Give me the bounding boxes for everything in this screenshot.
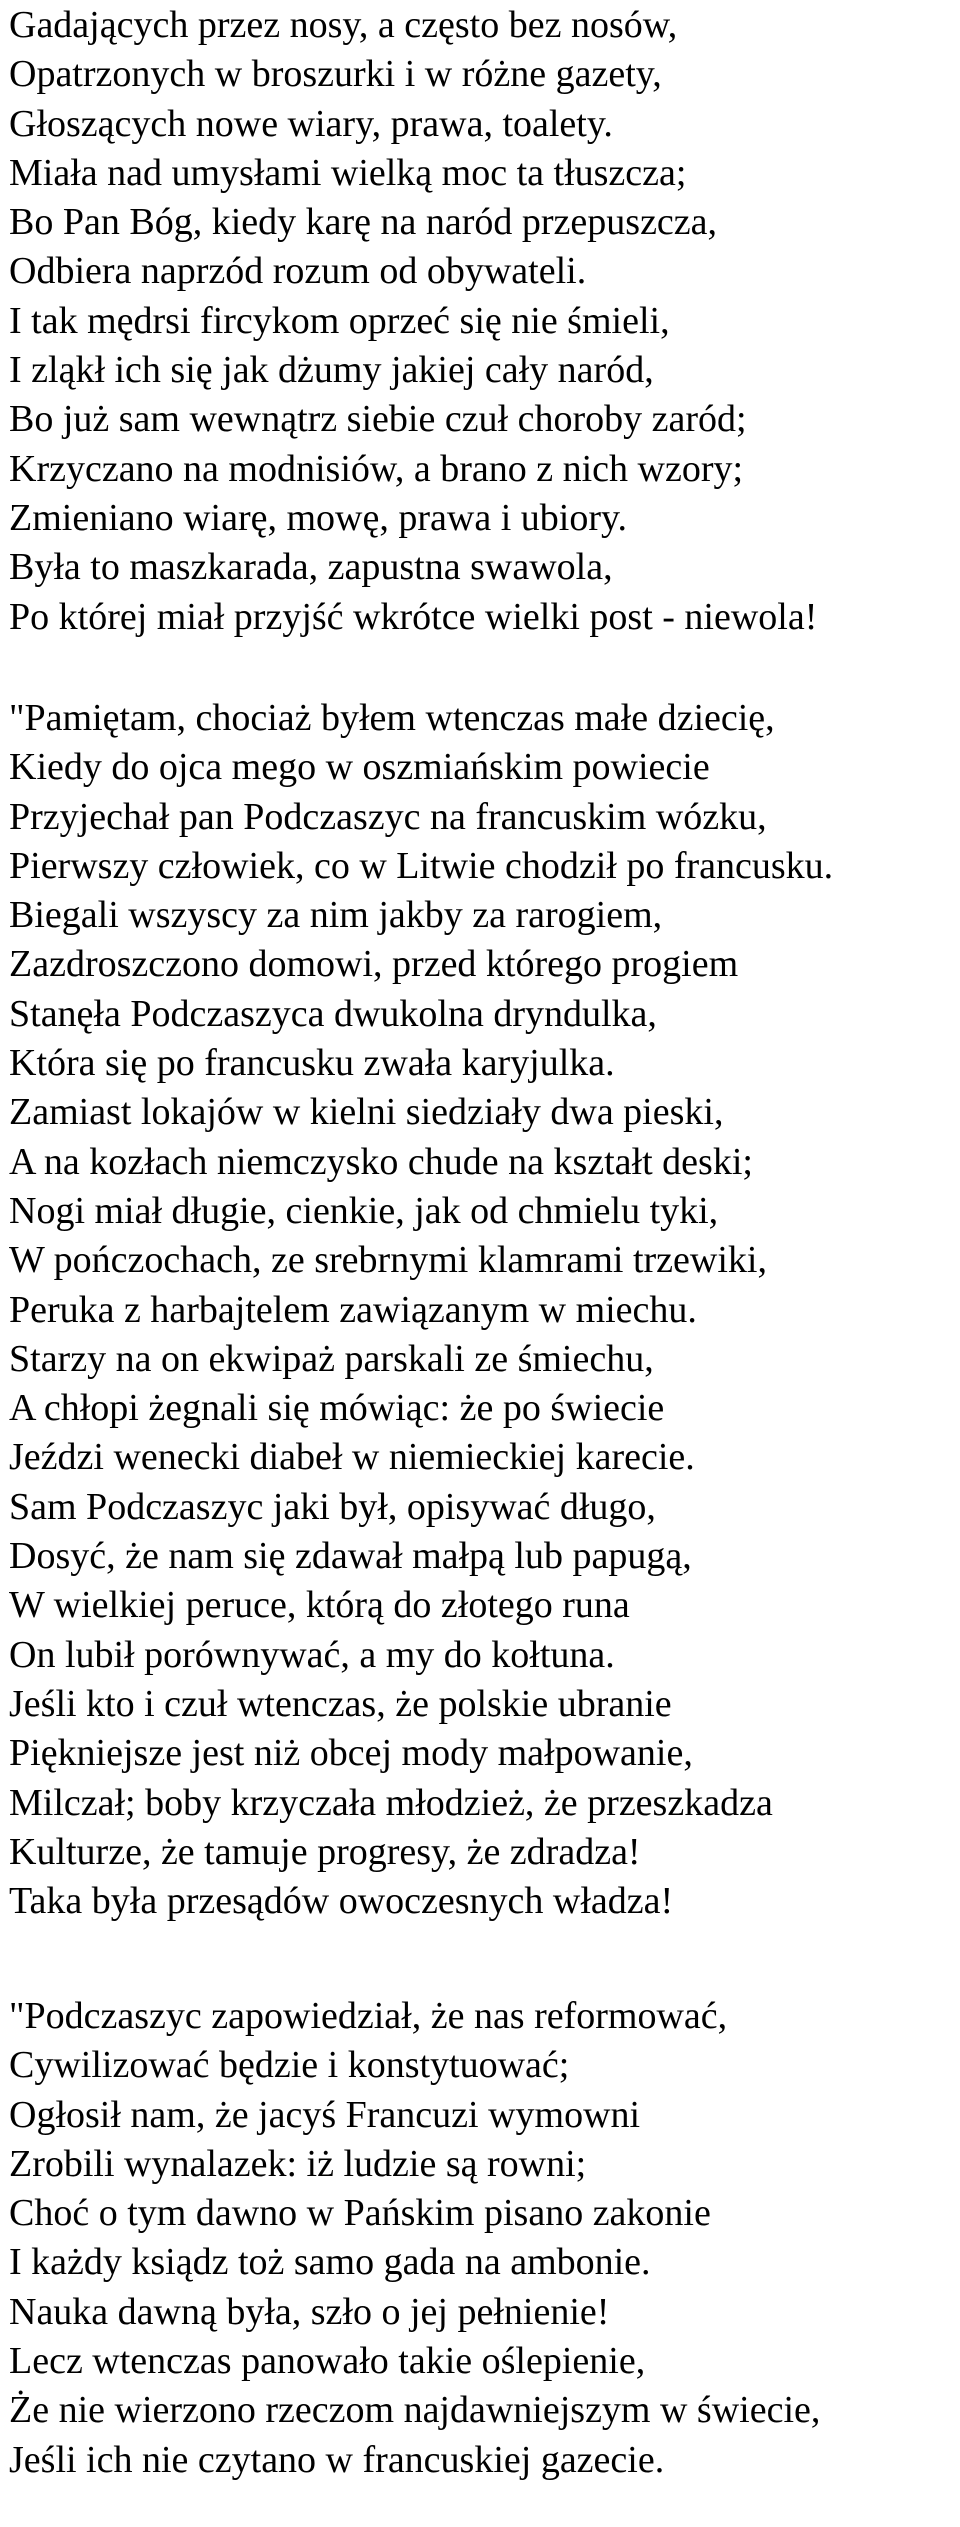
verse-line: Starzy na on ekwipaż parskali ze śmiechu,: [9, 1337, 654, 1380]
verse-line: Była to maszkarada, zapustna swawola,: [9, 546, 613, 589]
verse-line: Która się po francusku zwała karyjulka.: [9, 1042, 615, 1085]
verse-line: Milczał; boby krzyczała młodzież, że przeszkadza: [9, 1781, 773, 1824]
verse-line: Nauka dawną była, szło o jej pełnienie!: [9, 2290, 610, 2333]
verse-line: Zrobili wynalazek: iż ludzie są rowni;: [9, 2142, 587, 2185]
verse-line: I zląkł ich się jak dżumy jakiej cały naród,: [9, 349, 654, 392]
verse-line: Peruka z harbajtelem zawiązanym w miechu.: [9, 1288, 697, 1331]
verse-line: Kiedy do ojca mego w oszmiańskim powiecie: [9, 746, 710, 789]
verse-line: Gadających przez nosy, a często bez nosów,: [9, 4, 678, 46]
verse-line: Krzyczano na modnisiów, a brano z nich wzory;: [9, 447, 744, 490]
verse-line: Bo już sam wewnątrz siebie czuł choroby zaród;: [9, 398, 747, 441]
verse-line: Piękniejsze jest niż obcej mody małpowanie,: [9, 1732, 693, 1775]
verse-line: A chłopi żegnali się mówiąc: że po świecie: [9, 1387, 665, 1430]
verse-line: Bo Pan Bóg, kiedy karę na naród przepuszcza,: [9, 201, 718, 244]
verse-line: Przyjechał pan Podczaszyc na francuskim wózku,: [9, 795, 767, 838]
verse-line: Choć o tym dawno w Pańskim pisano zakonie: [9, 2192, 711, 2235]
verse-line: Sam Podczaszyc jaki był, opisywać długo,: [9, 1485, 656, 1528]
verse-line: Zazdroszczono domowi, przed którego progiem: [9, 943, 739, 986]
verse-line: Biegali wszyscy za nim jakby za rarogiem,: [9, 894, 663, 937]
verse-line: Opatrzonych w broszurki i w różne gazety,: [9, 53, 662, 96]
verse-line: Stanęła Podczaszyca dwukolna dryndulka,: [9, 992, 657, 1035]
stanza: [9, 694, 833, 1926]
verse-line: Że nie wierzono rzeczom najdawniejszym w świecie,: [9, 2389, 821, 2432]
verse-line: Jeśli ich nie czytano w francuskiej gazecie.: [9, 2438, 665, 2481]
verse-line: Odbiera naprzód rozum od obywateli.: [9, 250, 587, 293]
verse-line: Głoszących nowe wiary, prawa, toalety.: [9, 102, 613, 145]
verse-line: Pierwszy człowiek, co w Litwie chodził po francusku.: [9, 844, 834, 887]
verse-line: Cywilizować będzie i konstytuować;: [9, 2044, 570, 2087]
verse-line: Kulturze, że tamuje progresy, że zdradza!: [9, 1830, 641, 1873]
verse-line: I każdy ksiądz toż samo gada na ambonie.: [9, 2241, 651, 2284]
stanza: [9, 1, 817, 642]
verse-line: Jeździ wenecki diabeł w niemieckiej karecie.: [9, 1436, 695, 1479]
verse-line: Nogi miał długie, cienkie, jak od chmielu tyki,: [9, 1189, 719, 1232]
verse-line: Miała nad umysłami wielką moc ta tłuszcza;: [9, 151, 687, 194]
verse-line: Ogłosił nam, że jacyś Francuzi wymowni: [9, 2093, 641, 2136]
verse-line: Po której miał przyjść wkrótce wielki post - niewola!: [9, 595, 818, 638]
verse-line: Lecz wtenczas panowało takie oślepienie,: [9, 2340, 646, 2383]
verse-line: A na kozłach niemczysko chude na kształt deski;: [9, 1140, 753, 1183]
verse-line: Zamiast lokajów w kielni siedziały dwa pieski,: [9, 1091, 724, 1134]
verse-line: W wielkiej peruce, którą do złotego runa: [9, 1584, 630, 1627]
verse-line: Taka była przesądów owoczesnych władza!: [9, 1880, 674, 1923]
verse-line: I tak mędrsi fircykom oprzeć się nie śmieli,: [9, 299, 670, 342]
verse-line: W pończochach, ze srebrnymi klamrami trzewiki,: [9, 1239, 767, 1282]
verse-line: Dosyć, że nam się zdawał małpą lub papugą,: [9, 1535, 692, 1578]
verse-line: On lubił porównywać, a my do kołtuna.: [9, 1633, 615, 1676]
verse-line: Zmieniano wiarę, mowę, prawa i ubiory.: [9, 496, 628, 539]
verse-line: Jeśli kto i czuł wtenczas, że polskie ubranie: [9, 1682, 672, 1725]
stanza: [9, 1992, 820, 2485]
verse-line: "Podczaszyc zapowiedział, że nas reformować,: [9, 1995, 728, 2037]
verse-line: "Pamiętam, chociaż byłem wtenczas małe dziecię,: [9, 697, 775, 739]
